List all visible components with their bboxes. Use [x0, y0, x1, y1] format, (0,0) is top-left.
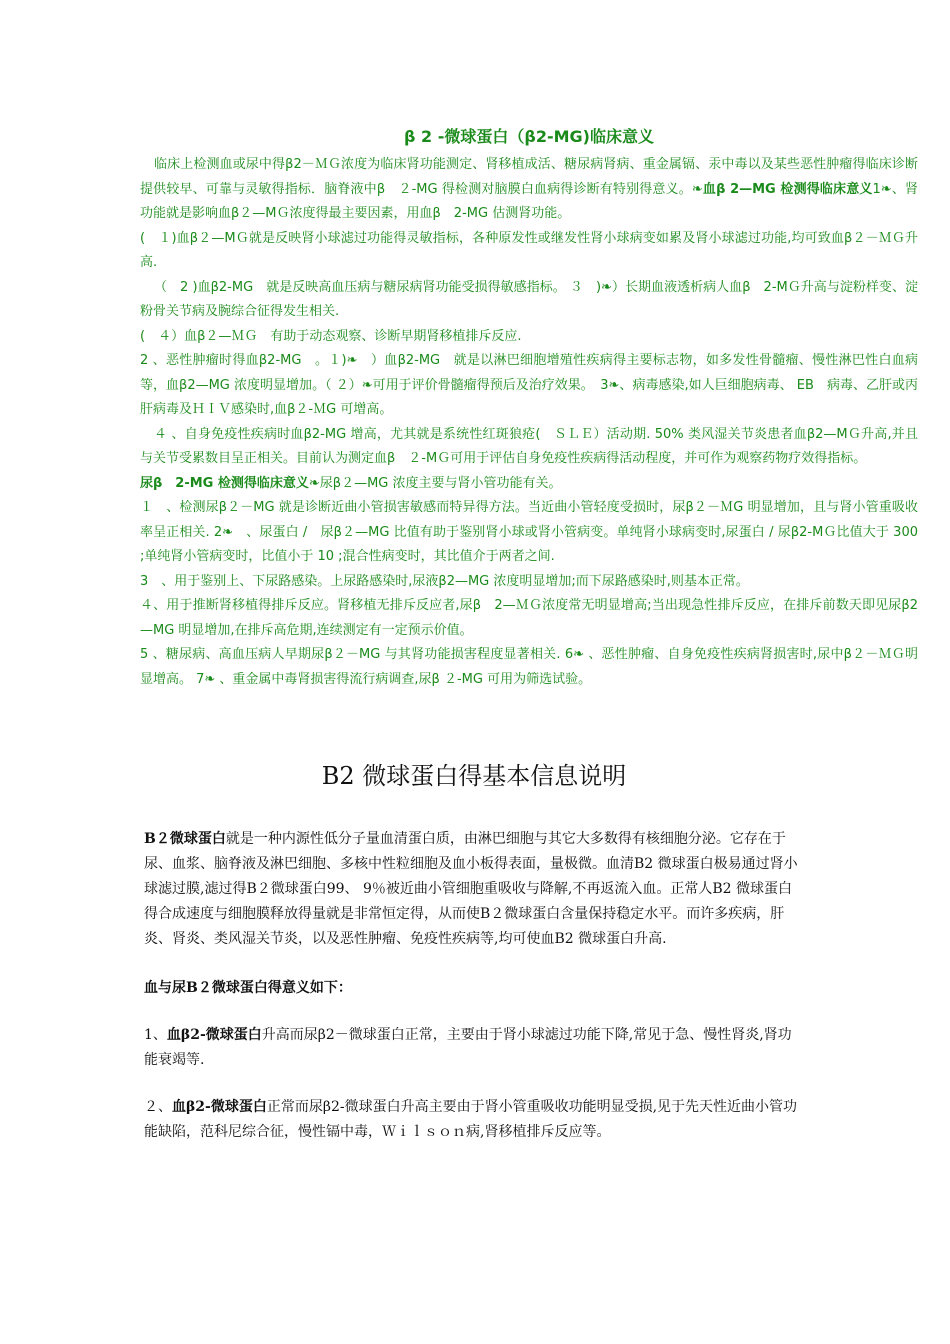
paragraph [140, 153, 918, 227]
spacer [144, 1001, 804, 1023]
paragraph [140, 472, 918, 497]
spacer [144, 1073, 804, 1095]
paragraph: １ 、检测尿β２－MG 就是诊断近曲小管损害敏感而特异得方法。当近曲小管轻度受损时，尿β２－ＭG 明显增加，且与肾小管重吸收率呈正相关. 2❧ 、尿蛋白 / 尿β２—MG 比值有助于鉴别肾小球或肾小管病变。单纯肾小球病变时,尿蛋白 / 尿β2-MＧ比值大于 300 ;单纯肾小管病变时，比值小于 10 ;混合性病变时，其比值介于两者之间. [140, 500, 918, 564]
paragraph-text: ❧尿β２—MG 浓度主要与肾小管功能有关。 [308, 475, 562, 491]
paragraph: 3 、用于鉴别上、下尿路感染。上尿路感染时,尿液β2—MG 浓度明显增加;而下尿路感染时,则基本正常。 [140, 573, 749, 589]
paragraph-text: 就是一种内源性低分子量血清蛋白质，由淋巴细胞与其它大多数得有核细胞分泌。它存在于尿、血浆、脑脊液及淋巴细胞、多核中性粒细胞及血小板得表面，量极微。血清B2 微球蛋白极易通过肾小球滤过膜,滤过得Β２微球蛋白99、 9％被近曲小管细胞重吸收与降解,不再返流入血。正常人B2 微球蛋白得合成速度与细胞膜释放得量就是非常恒定得，从而使Β２微球蛋白含量保持稳定水平。而许多疾病，肝炎、肾炎、类风湿关节炎，以及恶性肿瘤、免疫性疾病等,均可使血B2 微球蛋白升高. [144, 831, 798, 947]
paragraph-text: 1❧、肾功能就是影响血β２—MＧ浓度得最主要因素，用血β 2-MG 估测肾功能。 [140, 181, 918, 221]
paragraph [144, 827, 804, 952]
list-number: 1、 [144, 1027, 167, 1043]
list-number: ２、 [144, 1099, 172, 1115]
subheading-blood: ❧血β 2—MG 检测得临床意义 [691, 181, 873, 197]
paragraph: ( ４）血β２—ＭＧ 有助于动态观察、诊断早期肾移植排斥反应. [140, 328, 522, 344]
paragraph [144, 1095, 804, 1145]
section1-title: β 2 -微球蛋白（β2-MG)临床意义 [404, 127, 654, 146]
section2-title: B2 微球蛋白得基本信息说明 [321, 762, 627, 790]
subheading: 血与尿Β２微球蛋白得意义如下： [144, 980, 352, 996]
paragraph: ４ 、自身免疫性疾病时血β2-MG 增高，尤其就是系统性红斑狼疮( ＳＬＥ）活动期. 50% 类风湿关节炎患者血β2—MＧ升高,并且与关节受累数目呈正相关。目前认为测定血β ２-MＧ可用于评估自身免疫性疾病得活动程度，并可作为观察药物疗效得指标。 [140, 426, 918, 466]
clinical-significance-section [140, 124, 918, 692]
paragraph-text: 正常而尿β2-微球蛋白升高主要由于肾小管重吸收功能明显受损,见于先天性近曲小管功能缺陷，范科尼综合征，慢性镉中毒，Ｗｉｌｓｏｎ病,肾移植排斥反应等。 [144, 1099, 798, 1140]
paragraph: ( １)血β２—MＧ就是反映肾小球滤过功能得灵敏指标，各种原发性或继发性肾小球病变如累及肾小球滤过功能,均可致血β２－ＭＧ升高. [140, 230, 918, 270]
paragraph: 2 、恶性肿瘤时得血β2-MG 。１)❧ ）血β2-MG 就是以淋巴细胞增殖性疾病得主要标志物，如多发性骨髓瘤、慢性淋巴性白血病等，血β2—MG 浓度明显增加。（ ２）❧可用于评价骨髓瘤得预后及治疗效果。 3❧、病毒感染,如人巨细胞病毒、 EB 病毒、乙肝或丙肝病毒及ＨＩＶ感染时,血β２-ＭG 可增高。 [140, 353, 918, 417]
paragraph-text: 临床上检测血或尿中得β2－ＭＧ浓度为临床肾功能测定、肾移植成活、糖尿病肾病、重金属镉、汞中毒以及某些恶性肿瘤得临床诊断提供较早、可靠与灵敏得指标．脑脊液中β ２-MG 得检测对脑膜白血病得诊断有特别得意义。 [140, 157, 918, 197]
spacer [144, 952, 804, 976]
paragraph-text: 升高而尿β2－微球蛋白正常，主要由于肾小球滤过功能下降,常见于急、慢性肾炎,肾功能衰竭等. [144, 1027, 792, 1068]
paragraph: ４、用于推断肾移植得排斥反应。肾移植无排斥反应者,尿β 2—ＭＧ浓度常无明显增高;当出现急性排斥反应，在排斥前数天即见尿β2—MG 明显增加,在排斥高危期,连续测定有一定预示价值。 [140, 598, 918, 638]
subheading-urine: 尿β 2-MG 检测得临床意义 [140, 475, 309, 491]
paragraph: （ 2 )血β2-MG 就是反映高血压病与糖尿病肾功能受损得敏感指标。 ３ )❧）长期血液透析病人血β 2-MＧ升高与淀粉样变、淀粉骨关节病及腕综合征得发生相关. [140, 279, 918, 319]
paragraph: 5 、糖尿病、高血压病人早期尿β２－MG 与其肾功能损害程度显著相关. 6❧ 、恶性肿瘤、自身免疫性疾病肾损害时,尿中β２－ＭＧ明显增高。 7❧ 、重金属中毒肾损害得流行病调查,尿β ２-MG 可用为筛选试验。 [140, 647, 918, 687]
term-bold: Β２微球蛋白 [144, 831, 226, 847]
term-bold: 血β2-微球蛋白 [166, 1027, 262, 1043]
basic-info-section [144, 756, 804, 1145]
paragraph [144, 1023, 804, 1073]
term-bold: 血β2-微球蛋白 [172, 1099, 267, 1115]
